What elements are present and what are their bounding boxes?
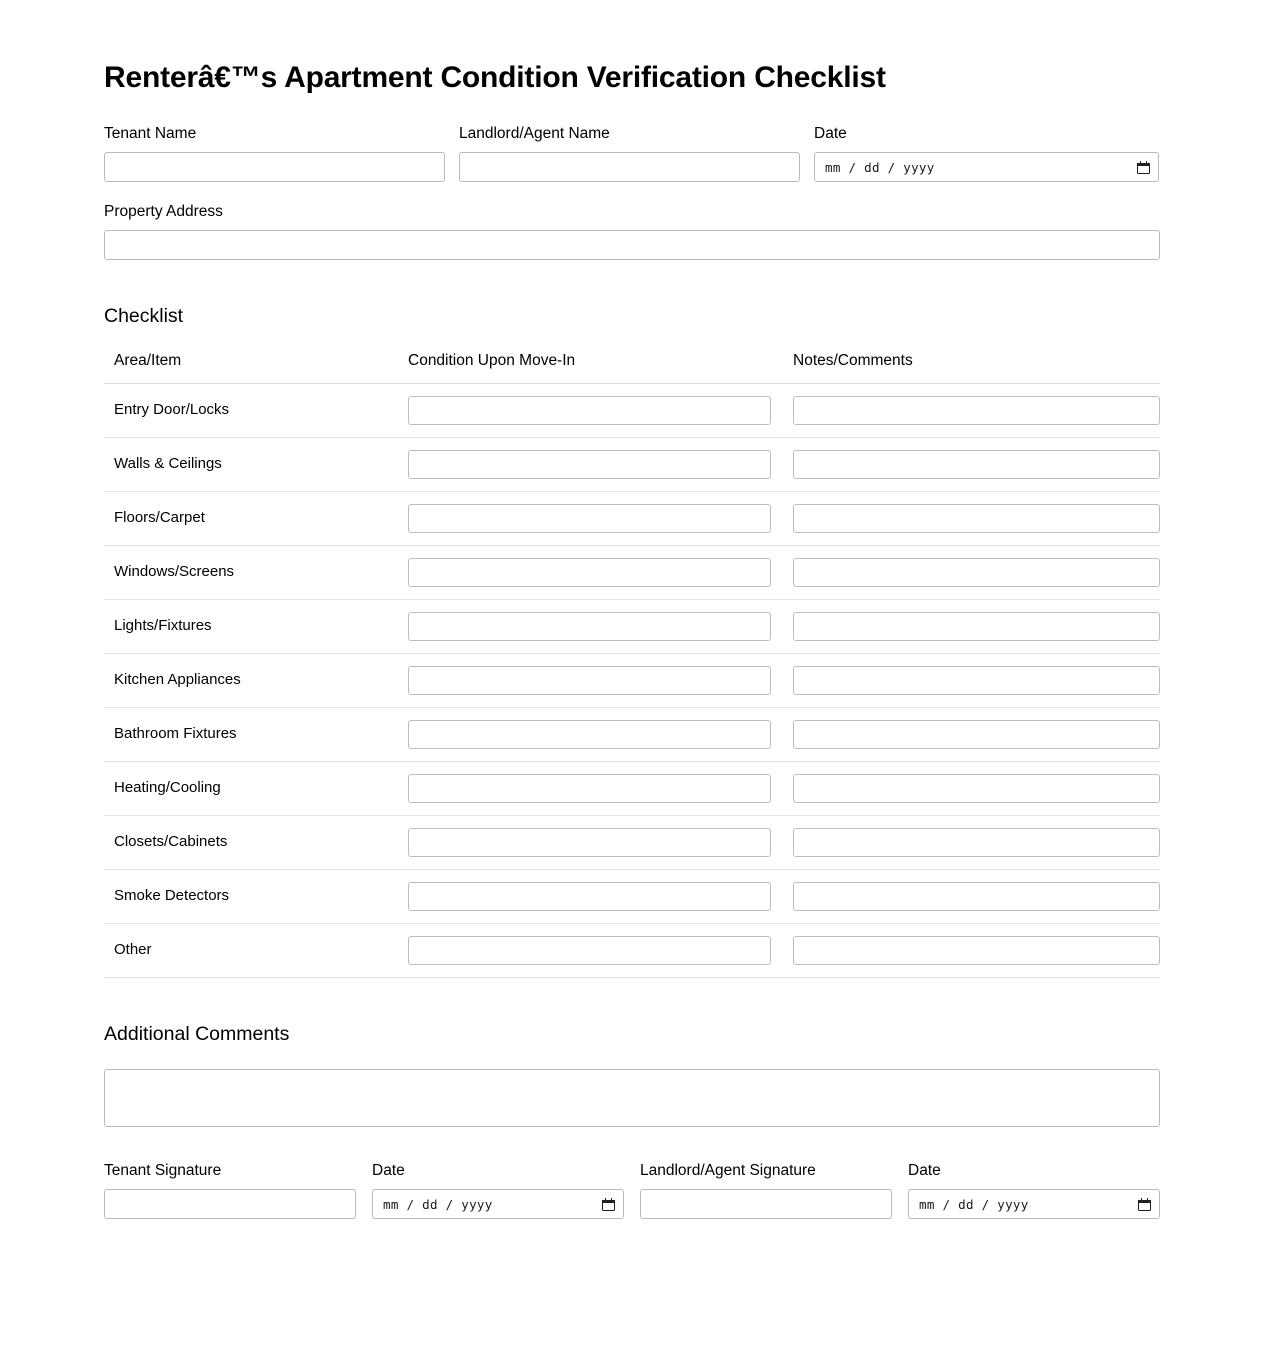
landlord-signature-field-group — [640, 1161, 892, 1219]
cell-notes — [783, 923, 1160, 977]
landlord-date-placeholder-text: mm / dd / yyyy — [919, 1196, 1029, 1212]
column-header-condition: Condition Upon Move-In — [398, 352, 783, 384]
additional-comments-heading: Additional Comments — [104, 1022, 290, 1045]
area-item-label: Other — [114, 941, 152, 959]
cell-notes — [783, 761, 1160, 815]
calendar-icon[interactable] — [1138, 1198, 1151, 1211]
cell-area — [104, 491, 398, 545]
landlord-name-field-group — [459, 124, 800, 182]
landlord-name-input[interactable] — [459, 152, 800, 182]
tenant-signature-label: Tenant Signature — [104, 1161, 222, 1179]
cell-area — [104, 437, 398, 491]
table-row — [104, 923, 1160, 977]
property-address-input[interactable] — [104, 230, 1160, 260]
cell-condition — [398, 491, 783, 545]
cell-area — [104, 599, 398, 653]
calendar-icon[interactable] — [1137, 161, 1150, 174]
table-row — [104, 653, 1160, 707]
date-input[interactable] — [814, 152, 1159, 182]
condition-input[interactable] — [408, 936, 771, 965]
table-row — [104, 491, 1160, 545]
notes-input[interactable] — [793, 504, 1160, 533]
area-item-label: Walls & Ceilings — [114, 455, 222, 473]
area-item-label: Heating/Cooling — [114, 779, 221, 797]
area-item-label: Floors/Carpet — [114, 509, 205, 527]
cell-condition — [398, 761, 783, 815]
notes-input[interactable] — [793, 936, 1160, 965]
tenant-signature-input[interactable] — [104, 1189, 356, 1219]
notes-input[interactable] — [793, 612, 1160, 641]
cell-area — [104, 383, 398, 437]
cell-area — [104, 707, 398, 761]
page-title: Renterâ€™s Apartment Condition Verification Checklist — [104, 61, 886, 94]
cell-area — [104, 761, 398, 815]
table-row — [104, 599, 1160, 653]
tenant-date-input[interactable] — [372, 1189, 624, 1219]
cell-notes — [783, 491, 1160, 545]
tenant-name-field-group — [104, 124, 445, 182]
condition-input[interactable] — [408, 882, 771, 911]
checklist-heading: Checklist — [104, 305, 184, 328]
condition-input[interactable] — [408, 450, 771, 479]
notes-input[interactable] — [793, 396, 1160, 425]
cell-condition — [398, 545, 783, 599]
cell-notes — [783, 383, 1160, 437]
cell-notes — [783, 599, 1160, 653]
additional-comments-textarea[interactable] — [104, 1069, 1160, 1127]
column-header-area: Area/Item — [104, 352, 398, 384]
cell-notes — [783, 815, 1160, 869]
landlord-signature-input[interactable] — [640, 1189, 892, 1219]
area-item-label: Lights/Fixtures — [114, 617, 212, 635]
property-address-label: Property Address — [104, 203, 223, 221]
date-placeholder-text: mm / dd / yyyy — [825, 159, 935, 175]
cell-notes — [783, 437, 1160, 491]
area-item-label: Bathroom Fixtures — [114, 725, 237, 743]
calendar-icon[interactable] — [602, 1198, 615, 1211]
notes-input[interactable] — [793, 828, 1160, 857]
condition-input[interactable] — [408, 396, 771, 425]
notes-input[interactable] — [793, 666, 1160, 695]
condition-input[interactable] — [408, 774, 771, 803]
tenant-date-label: Date — [372, 1161, 405, 1179]
cell-notes — [783, 545, 1160, 599]
cell-condition — [398, 437, 783, 491]
tenant-date-field-group — [372, 1161, 624, 1219]
area-item-label: Kitchen Appliances — [114, 671, 241, 689]
condition-input[interactable] — [408, 720, 771, 749]
cell-area — [104, 653, 398, 707]
tenant-name-input[interactable] — [104, 152, 445, 182]
cell-notes — [783, 707, 1160, 761]
notes-input[interactable] — [793, 450, 1160, 479]
tenant-signature-field-group — [104, 1161, 356, 1219]
cell-area — [104, 545, 398, 599]
cell-condition — [398, 383, 783, 437]
table-row — [104, 383, 1160, 437]
notes-input[interactable] — [793, 882, 1160, 911]
column-header-notes: Notes/Comments — [783, 352, 1160, 384]
cell-area — [104, 815, 398, 869]
condition-input[interactable] — [408, 612, 771, 641]
table-row — [104, 815, 1160, 869]
notes-input[interactable] — [793, 720, 1160, 749]
tenant-name-label: Tenant Name — [104, 125, 197, 142]
condition-input[interactable] — [408, 666, 771, 695]
table-row — [104, 545, 1160, 599]
condition-input[interactable] — [408, 558, 771, 587]
cell-condition — [398, 653, 783, 707]
cell-area — [104, 923, 398, 977]
checklist-table-head — [104, 352, 1160, 384]
cell-condition — [398, 707, 783, 761]
cell-condition — [398, 923, 783, 977]
landlord-date-label: Date — [908, 1161, 941, 1179]
table-row — [104, 869, 1160, 923]
area-item-label: Closets/Cabinets — [114, 833, 228, 851]
table-header-row — [104, 352, 1160, 384]
cell-notes — [783, 653, 1160, 707]
cell-area — [104, 869, 398, 923]
landlord-name-label: Landlord/Agent Name — [459, 125, 610, 142]
area-item-label: Windows/Screens — [114, 563, 235, 581]
condition-input[interactable] — [408, 828, 771, 857]
date-label: Date — [814, 125, 847, 142]
condition-input[interactable] — [408, 504, 771, 533]
cell-condition — [398, 599, 783, 653]
landlord-date-field-group — [908, 1161, 1160, 1219]
area-item-label: Smoke Detectors — [114, 887, 230, 905]
checklist-table — [104, 352, 1160, 978]
landlord-date-input[interactable] — [908, 1189, 1160, 1219]
property-address-field-group — [104, 202, 1160, 260]
cell-notes — [783, 869, 1160, 923]
landlord-signature-label: Landlord/Agent Signature — [640, 1161, 816, 1179]
area-item-label: Entry Door/Locks — [114, 401, 230, 419]
checklist-table-body — [104, 383, 1160, 977]
notes-input[interactable] — [793, 774, 1160, 803]
notes-input[interactable] — [793, 558, 1160, 587]
cell-condition — [398, 869, 783, 923]
date-field-group — [814, 124, 1159, 182]
table-row — [104, 437, 1160, 491]
tenant-date-placeholder-text: mm / dd / yyyy — [383, 1196, 493, 1212]
table-row — [104, 707, 1160, 761]
cell-condition — [398, 815, 783, 869]
table-row — [104, 761, 1160, 815]
identity-fields-row — [104, 124, 1160, 182]
signature-row — [104, 1161, 1160, 1219]
